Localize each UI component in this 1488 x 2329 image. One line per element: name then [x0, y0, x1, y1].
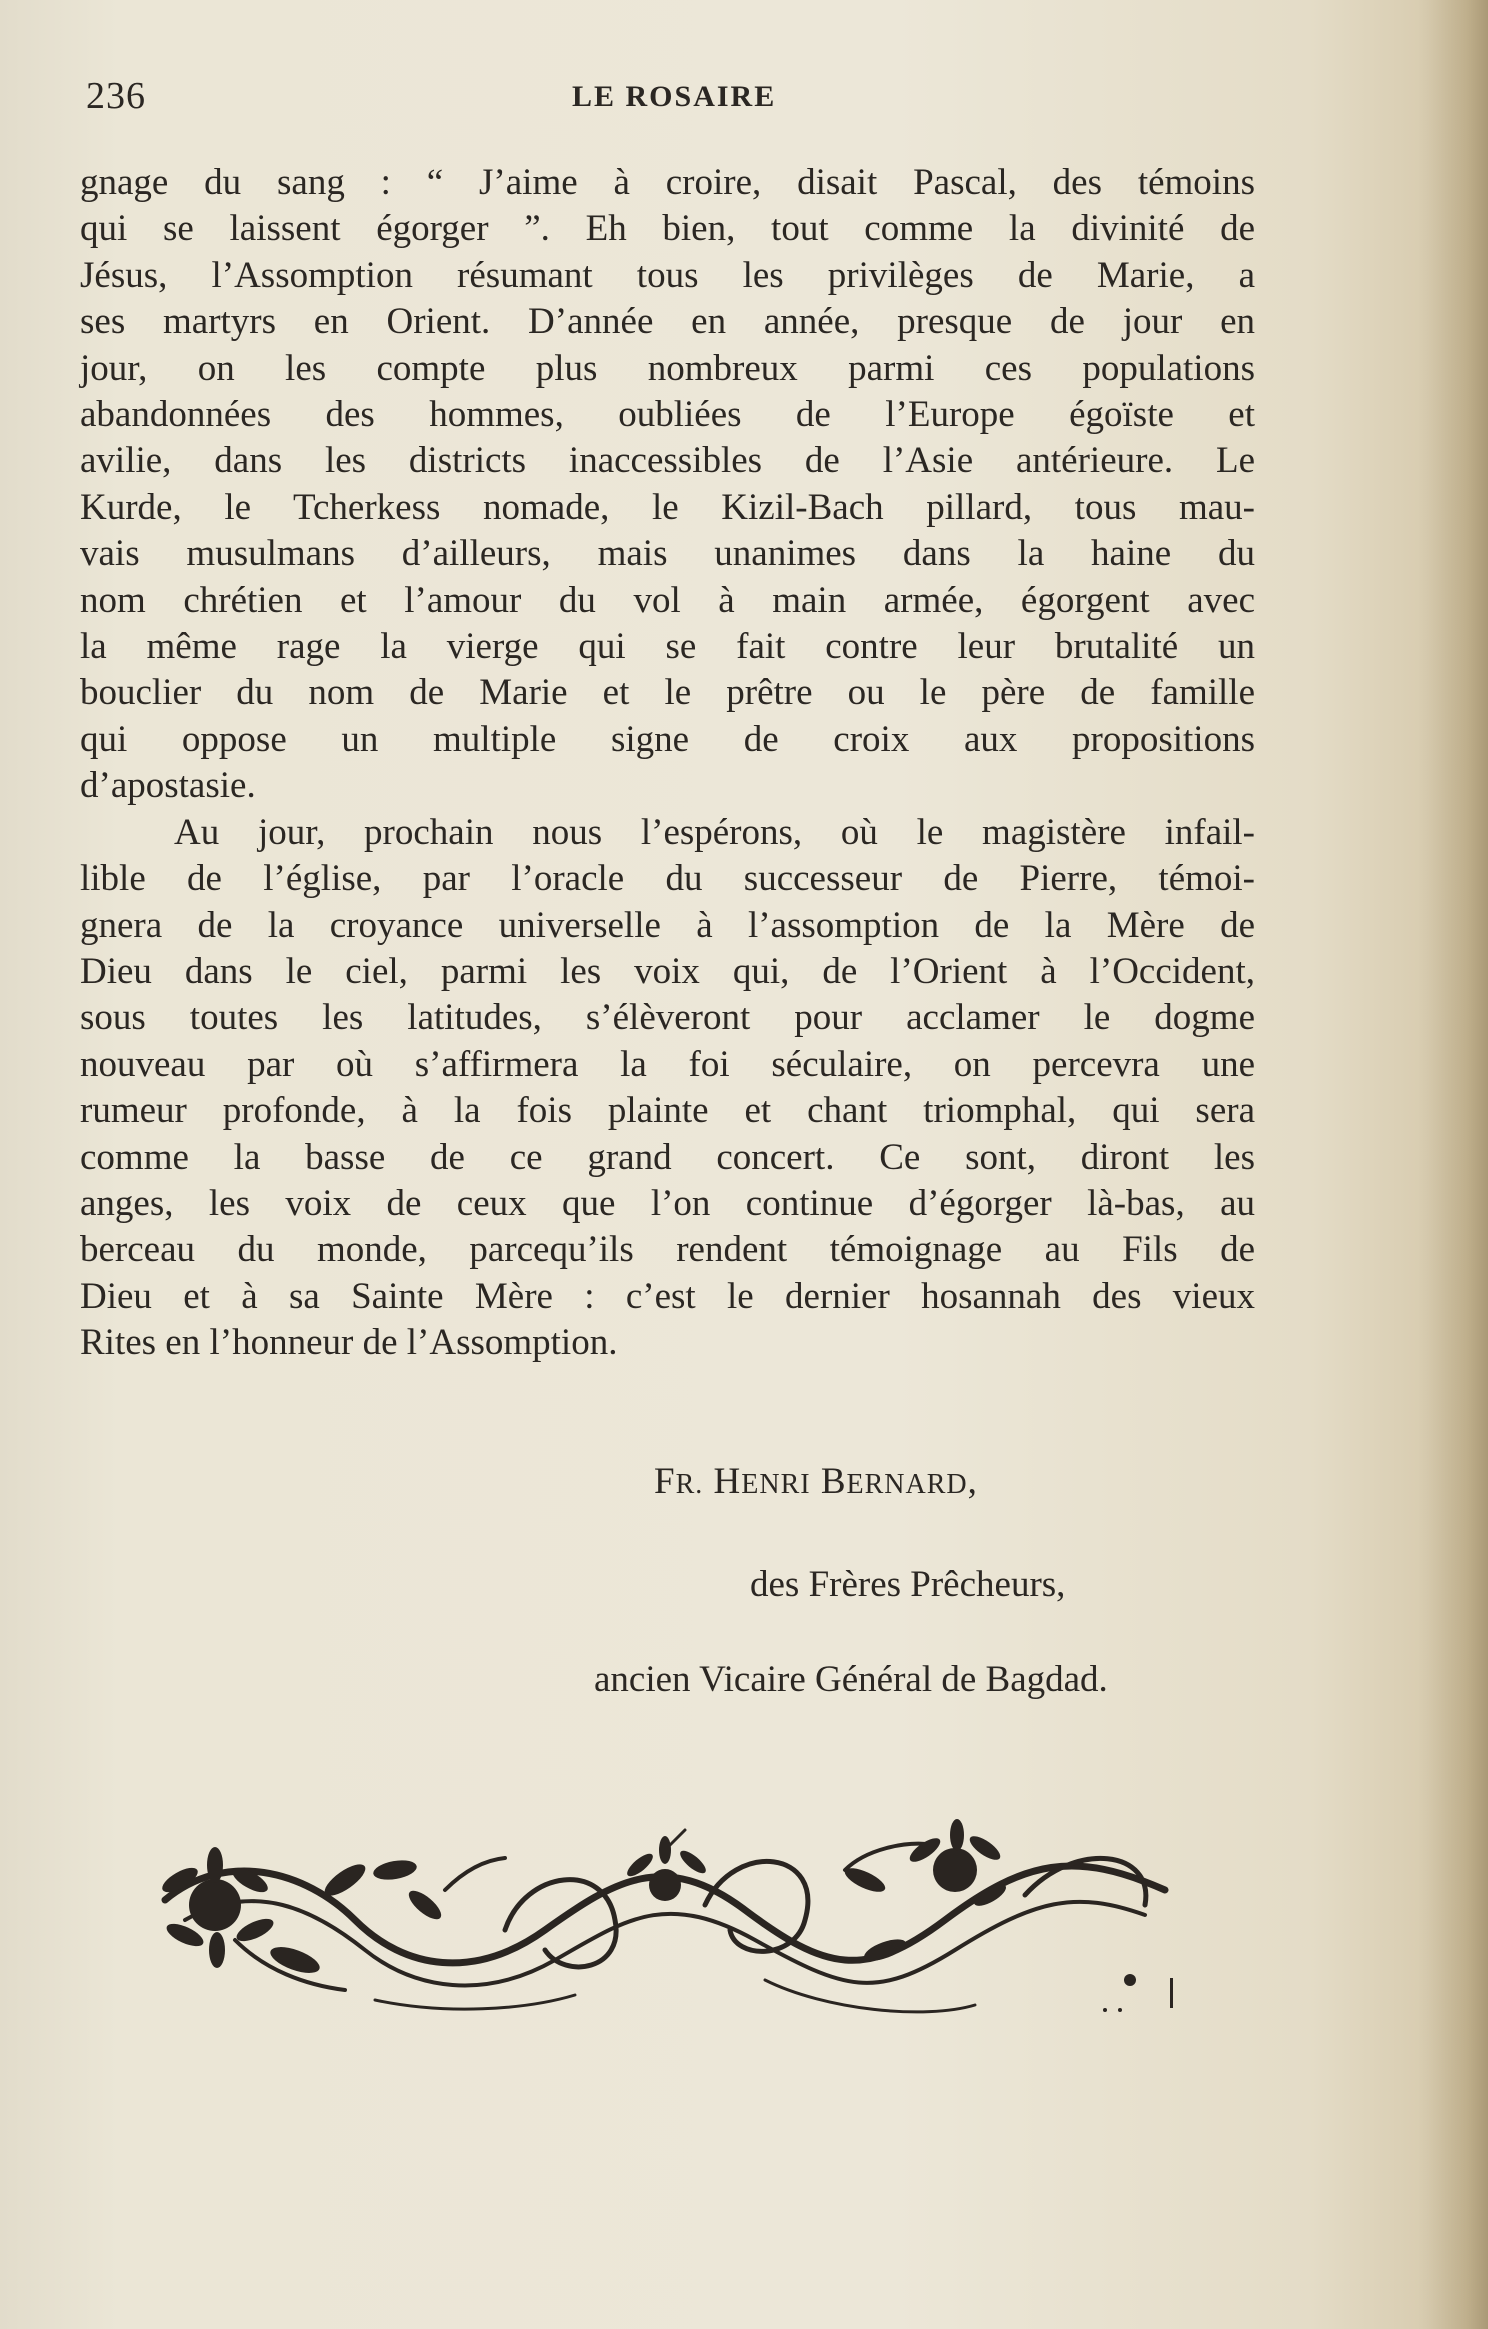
author-order: des Frères Prêcheurs,: [750, 1564, 1066, 1605]
text-line: jour, on les compte plus nombreux parmi ces populations: [80, 347, 1255, 389]
page-number: 236: [86, 75, 146, 117]
text-line: ses martyrs en Orient. D’année en année, presque de jour en: [80, 301, 1255, 343]
page-edge-shadow: [1418, 0, 1488, 2329]
text-line: nouveau par où s’affirmera la foi séculaire, on percevra une: [80, 1043, 1255, 1085]
text-line: Jésus, l’Assomption résumant tous les privilèges de Marie, a: [80, 254, 1255, 296]
author-title: ancien Vicaire Général de Bagdad.: [594, 1659, 1108, 1700]
text-line: rumeur profonde, à la fois plainte et chant triomphal, qui sera: [80, 1090, 1255, 1132]
text-line: d’apostasie.: [80, 765, 256, 807]
text-line: Rites en l’honneur de l’Assomption.: [80, 1322, 618, 1364]
text-line: avilie, dans les districts inaccessibles de l’Asie antérieure. Le: [80, 440, 1255, 482]
text-line: anges, les voix de ceux que l’on continue d’égorger là-bas, au: [80, 1182, 1255, 1224]
text-line: vais musulmans d’ailleurs, mais unanimes dans la haine du: [80, 533, 1255, 575]
signature-block: [0, 1460, 1260, 1720]
text-line: bouclier du nom de Marie et le prêtre ou le père de famille: [80, 672, 1255, 714]
text-line: Au jour, prochain nous l’espérons, où le magistère infail-: [174, 811, 1255, 853]
text-line: abandonnées des hommes, oubliées de l’Europe égoïste et: [80, 394, 1255, 436]
paragraph-2: [80, 810, 1255, 1367]
text-line: la même rage la vierge qui se fait contre leur brutalité un: [80, 626, 1255, 668]
text-line: gnage du sang : “ J’aime à croire, disait Pascal, des témoins: [80, 162, 1255, 203]
floral-ornament-icon: [145, 1810, 1205, 2040]
text-line: sous toutes les latitudes, s’élèveront pour acclamer le dogme: [80, 997, 1255, 1039]
author-name: FR. HENRI BERNARD,: [654, 1461, 978, 1502]
text-line: Dieu et à sa Sainte Mère : c’est le dernier hosannah des vieux: [80, 1275, 1255, 1317]
body-text: [80, 160, 1255, 1367]
running-head: [86, 74, 1261, 124]
text-line: gnera de la croyance universelle à l’assomption de la Mère de: [80, 904, 1255, 946]
text-line: lible de l’église, par l’oracle du successeur de Pierre, témoi-: [80, 858, 1255, 900]
text-line: comme la basse de ce grand concert. Ce sont, diront les: [80, 1136, 1255, 1178]
text-line: Dieu dans le ciel, parmi les voix qui, de l’Orient à l’Occident,: [80, 950, 1255, 992]
text-line: qui se laissent égorger ”. Eh bien, tout comme la divinité de: [80, 208, 1255, 250]
running-title: LE ROSAIRE: [572, 80, 777, 113]
paragraph-1: [80, 160, 1255, 810]
text-line: qui oppose un multiple signe de croix aux propositions: [80, 718, 1255, 760]
text-line: berceau du monde, parcequ’ils rendent témoignage au Fils de: [80, 1229, 1255, 1271]
text-line: Kurde, le Tcherkess nomade, le Kizil-Bach pillard, tous mau-: [80, 486, 1255, 528]
text-line: nom chrétien et l’amour du vol à main armée, égorgent avec: [80, 579, 1255, 621]
